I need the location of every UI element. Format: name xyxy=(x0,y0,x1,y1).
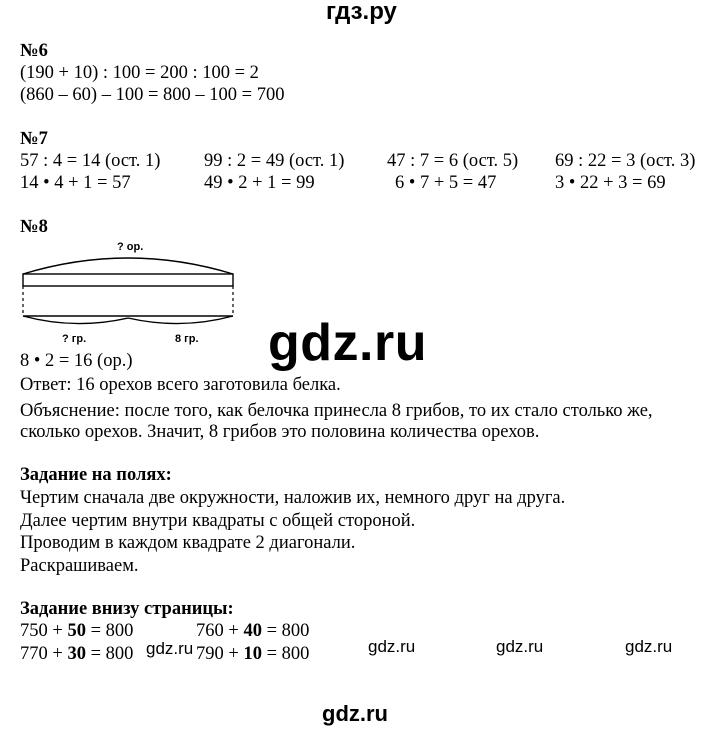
bottom-eq-2 xyxy=(196,620,309,642)
small-watermark-1: gdz.ru xyxy=(146,639,194,658)
task7-heading: №7 xyxy=(20,129,48,149)
task7-r2-c4: 3 • 22 + 3 = 69 xyxy=(555,173,666,193)
bottom-eq-4 xyxy=(196,643,309,665)
margin-task-line-2: Далее чертим внутри квадраты с общей стороной. xyxy=(20,511,416,531)
task8-explanation-2: сколько орехов. Значит, 8 грибов это половина количества орехов. xyxy=(20,422,540,442)
task8-heading: №8 xyxy=(20,217,48,237)
task7-r2-c1: 14 • 4 + 1 = 57 xyxy=(20,173,131,193)
diagram-bottom-brace-right xyxy=(128,316,233,324)
eq1-answer: 50 xyxy=(67,621,86,641)
eq2-pre: 760 + xyxy=(196,621,244,641)
bottom-eq-1 xyxy=(20,620,133,642)
task8-explanation-1: Объяснение: после того, как белочка принесла 8 грибов, то их стало столько же, xyxy=(20,401,653,421)
task8-answer: Ответ: 16 орехов всего заготовила белка. xyxy=(20,375,341,395)
task6-line-1: (190 + 10) : 100 = 200 : 100 = 2 xyxy=(20,63,259,83)
task8-diagram xyxy=(15,236,245,348)
eq4-answer: 10 xyxy=(243,644,262,664)
footer-watermark: gdz.ru xyxy=(322,701,388,726)
diagram-top-brace xyxy=(23,258,233,274)
eq3-answer: 30 xyxy=(67,644,86,664)
small-watermark-4: gdz.ru xyxy=(625,637,673,656)
task7-r1-c2: 99 : 2 = 49 (ост. 1) xyxy=(204,151,345,171)
task6-line-2: (860 – 60) – 100 = 800 – 100 = 700 xyxy=(20,85,285,105)
task7-r1-c4: 69 : 22 = 3 (ост. 3) xyxy=(555,151,696,171)
eq4-post: = 800 xyxy=(261,644,310,664)
diagram-bottom-left-label: ? гр. xyxy=(62,333,87,345)
header-watermark: гдз.ру xyxy=(326,0,397,25)
eq2-answer: 40 xyxy=(243,621,262,641)
diagram-top-label: ? ор. xyxy=(117,241,144,253)
task7-r1-c1: 57 : 4 = 14 (ост. 1) xyxy=(20,151,161,171)
eq3-post: = 800 xyxy=(85,644,134,664)
eq2-post: = 800 xyxy=(261,621,310,641)
small-watermark-3: gdz.ru xyxy=(496,637,544,656)
eq1-post: = 800 xyxy=(85,621,134,641)
task7-r1-c3: 47 : 7 = 6 (ост. 5) xyxy=(387,151,519,171)
small-watermark-2: gdz.ru xyxy=(368,637,416,656)
task7-r2-c2: 49 • 2 + 1 = 99 xyxy=(204,173,315,193)
task7-r2-c3: 6 • 7 + 5 = 47 xyxy=(395,173,497,193)
margin-task-heading: Задание на полях: xyxy=(20,465,172,485)
diagram-bottom-right-label: 8 гр. xyxy=(175,333,199,345)
diagram-bar-nuts xyxy=(23,274,233,286)
margin-task-line-1: Чертим сначала две окружности, наложив их, немного друг на друга. xyxy=(20,488,566,508)
eq3-pre: 770 + xyxy=(20,644,68,664)
eq4-pre: 790 + xyxy=(196,644,244,664)
task8-solution: 8 • 2 = 16 (ор.) xyxy=(20,351,133,371)
center-watermark: gdz.ru xyxy=(268,314,427,372)
task6-heading: №6 xyxy=(20,41,48,61)
margin-task-line-4: Раскрашиваем. xyxy=(20,556,139,576)
bottom-eq-3 xyxy=(20,643,133,665)
diagram-bottom-brace-left xyxy=(23,316,128,324)
bottom-task-heading: Задание внизу страницы: xyxy=(20,599,234,619)
eq1-pre: 750 + xyxy=(20,621,68,641)
margin-task-line-3: Проводим в каждом квадрате 2 диагонали. xyxy=(20,533,356,553)
